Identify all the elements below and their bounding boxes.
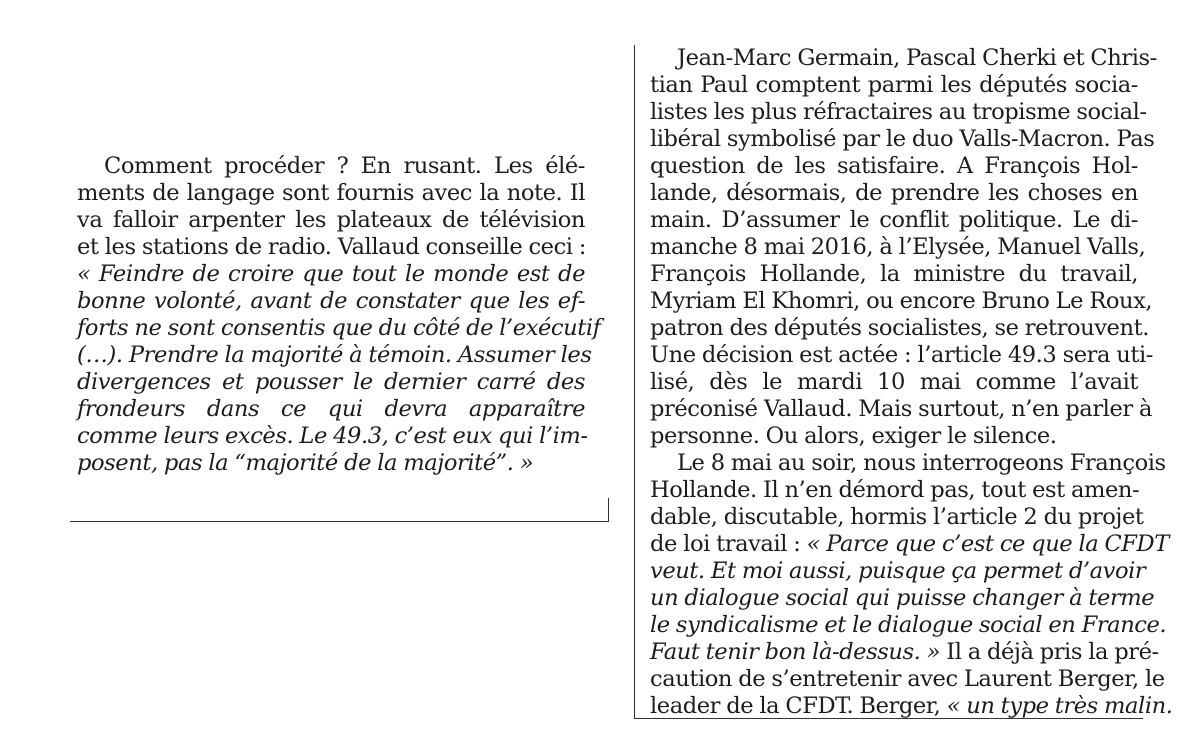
line-text: lande, désormais, de prendre les choses en — [650, 180, 1138, 206]
text-line — [650, 315, 1149, 342]
line-text: et les stations de radio. Vallaud conseille ceci : — [77, 234, 586, 260]
text-line — [77, 315, 601, 342]
text-line — [650, 396, 1152, 423]
text-line — [650, 450, 1166, 477]
line-text: Myriam El Khomri, ou encore Bruno Le Roux, — [650, 288, 1153, 314]
line-text: de loi travail : — [650, 531, 801, 557]
line-text: Hollande. Il n’en démord pas, tout est amen- — [650, 477, 1140, 503]
line-text: préconisé Vallaud. Mais surtout, n’en parler à — [650, 396, 1152, 422]
line-text: divergences et pousser le dernier carré des — [77, 369, 585, 395]
text-line — [650, 504, 1144, 531]
left-box-right-rule — [608, 498, 609, 522]
line-text: tian Paul comptent parmi les députés socia- — [650, 72, 1138, 98]
text-line — [650, 558, 1146, 585]
text-line — [650, 72, 1138, 99]
right-column — [650, 45, 1173, 720]
left-box-bottom-rule — [70, 521, 608, 522]
text-line — [650, 693, 1173, 720]
text-line — [650, 261, 1138, 288]
left-column — [77, 153, 601, 477]
text-line — [650, 207, 1138, 234]
text-line — [650, 234, 1146, 261]
line-text: main. D’assumer le conflit politique. Le di- — [650, 207, 1138, 233]
text-line — [650, 531, 1169, 558]
text-line — [77, 153, 585, 180]
text-line — [77, 207, 585, 234]
line-text: comme leurs excès. Le 49.3, c’est eux qui l’im- — [77, 423, 588, 449]
line-text-continued: « un type très malin. — [940, 693, 1173, 719]
text-line — [77, 234, 585, 261]
text-line — [650, 99, 1147, 126]
text-line — [77, 450, 585, 477]
text-line — [650, 477, 1138, 504]
text-line — [77, 396, 585, 423]
text-line — [650, 288, 1153, 315]
line-text: « Feindre de croire que tout le monde est de — [77, 261, 585, 287]
line-text: frondeurs dans ce qui devra apparaître — [77, 396, 585, 422]
line-text: manche 8 mai 2016, à l’Elysée, Manuel Valls, — [650, 234, 1146, 260]
text-line — [650, 423, 1138, 450]
line-text: libéral symbolisé par le duo Valls-Macron. Pas — [650, 126, 1155, 152]
line-text: dable, discutable, hormis l’article 2 du projet — [650, 504, 1144, 530]
line-text: ments de langage sont fournis avec la note. Il — [77, 180, 585, 206]
line-text: listes les plus réfractaires au tropisme social- — [650, 99, 1147, 125]
line-text: le syndicalisme et le dialogue social en France. — [650, 612, 1167, 638]
text-line — [77, 423, 588, 450]
line-text: va falloir arpenter les plateaux de télévision — [77, 207, 585, 233]
text-line — [650, 153, 1138, 180]
text-line — [650, 612, 1167, 639]
line-text: personne. Ou alors, exiger le silence. — [650, 423, 1057, 449]
line-text: François Hollande, la ministre du travail, — [650, 261, 1138, 287]
line-text: caution de s’entretenir avec Laurent Berger, le — [650, 666, 1165, 692]
line-text: Le 8 mai au soir, nous interrogeons François — [677, 450, 1166, 476]
text-line — [650, 342, 1153, 369]
line-text: patron des députés socialistes, se retrouvent. — [650, 315, 1149, 341]
text-line — [650, 126, 1155, 153]
line-text: Une décision est actée : l’article 49.3 sera uti- — [650, 342, 1153, 368]
text-line — [77, 342, 592, 369]
text-line — [650, 45, 1157, 72]
line-text: (…). Prendre la majorité à témoin. Assumer les — [77, 342, 592, 368]
line-text: bonne volonté, avant de constater que les ef- — [77, 288, 585, 314]
line-text: Faut tenir bon là-dessus. » — [650, 639, 940, 665]
line-text: Jean-Marc Germain, Pascal Cherki et Chris- — [677, 45, 1157, 71]
line-text: Comment procéder ? En rusant. Les élé- — [104, 153, 585, 179]
line-text: veut. Et moi aussi, puisque ça permet d’avoir — [650, 558, 1146, 584]
text-line — [77, 369, 585, 396]
line-text: lisé, dès le mardi 10 mai comme l’avait — [650, 369, 1138, 395]
text-line — [77, 288, 585, 315]
line-text-continued: « Parce que c’est ce que la CFDT — [800, 531, 1169, 557]
text-line — [650, 666, 1165, 693]
line-text: forts ne sont consentis que du côté de l’exécutif — [77, 315, 601, 341]
text-line — [650, 369, 1138, 396]
text-line — [650, 639, 1159, 666]
line-text: leader de la CFDT. Berger, — [650, 693, 941, 719]
text-line — [77, 180, 585, 207]
text-line — [650, 180, 1138, 207]
line-text: un dialogue social qui puisse changer à terme — [650, 585, 1155, 611]
line-text: posent, pas la “majorité de la majorité”. » — [77, 450, 534, 476]
line-text-continued: Il a déjà pris la pré- — [939, 639, 1159, 665]
text-line — [650, 585, 1155, 612]
line-text: question de les satisfaire. A François Hol- — [650, 153, 1138, 179]
text-line — [77, 261, 585, 288]
